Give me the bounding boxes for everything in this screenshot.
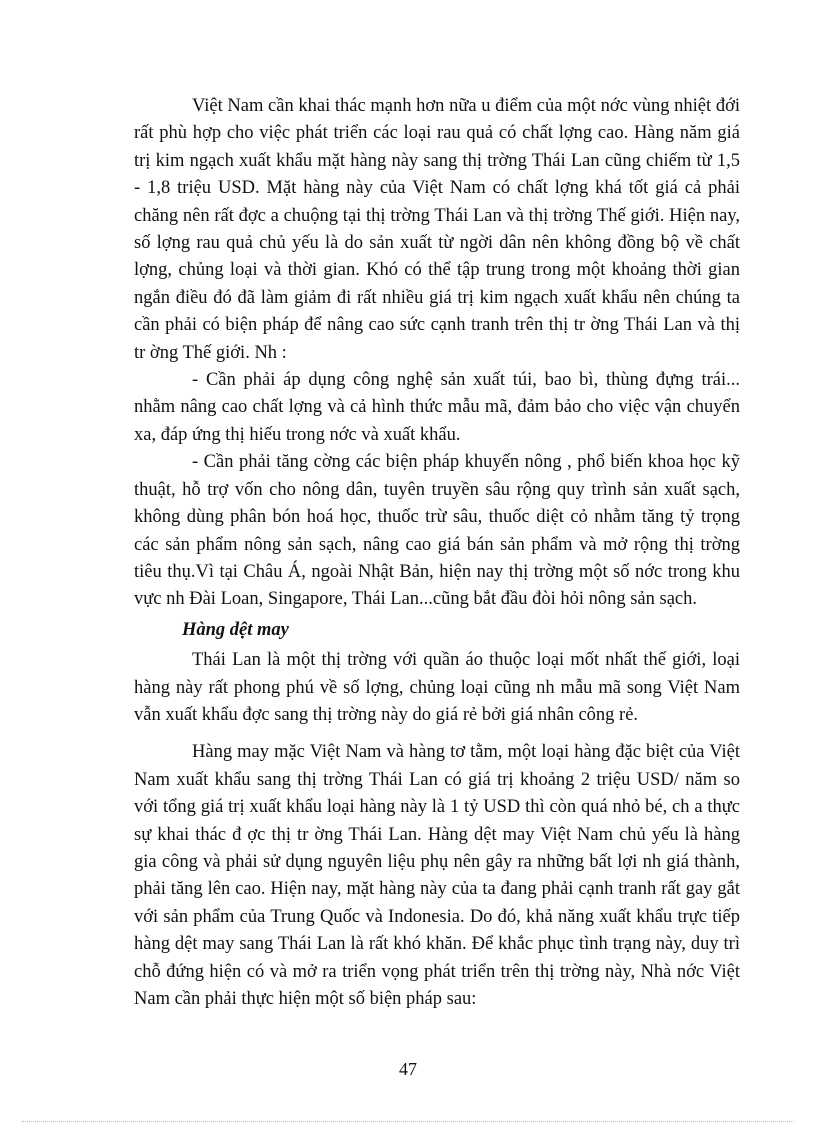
- paragraph-agricultural-extension-measure: - Cần phải tăng cờng các biện pháp khuyến nông , phổ biến khoa học kỹ thuật, hỗ trợ vốn cho nông dân, tuyên truyền sâu rộng quy trình sản xuất sạch, không dùng phân bón hoá học, thuốc trừ sâu, thuốc diệt cỏ nhằm tăng tỷ trọng các sản phẩm nông sản sạch, nâng cao giá bán sản phẩm và mở rộng thị trờng tiêu thụ.Vì tại Châu Á, ngoài Nhật Bản, hiện nay thị trờng một số nớc trong khu vực nh Đài Loan, Singapore, Thái Lan...cũng bắt đầu đòi hỏi nông sản sạch.: [134, 452, 740, 610]
- section-heading-textiles: Hàng dệt may: [182, 619, 289, 640]
- paragraph-vegetables-fruits: Việt Nam cần khai thác mạnh hơn nữa u điểm của một nớc vùng nhiệt đới rất phù hợp cho việc phát triển các loại rau quả có chất lợng cao. Hàng năm giá trị kim ngạch xuất khẩu mặt hàng này sang thị trờng Thái Lan cũng chiếm từ 1,5 - 1,8 triệu USD. Mặt hàng này của Việt Nam có chất lợng khá tốt giá cả phải chăng nên rất đợc a chuộng tại thị trờng Thái Lan và thị trờng Thế giới. Hiện nay, số lợng rau quả chủ yếu là do sản xuất từ ngời dân nên không đồng bộ về chất lợng, chủng loại và thời gian. Khó có thể tập trung trong một khoảng thời gian ngắn điều đó đã làm giảm đi rất nhiều giá trị kim ngạch xuất khẩu nên chúng ta cần phải có biện pháp để nâng cao sức cạnh tranh trên thị tr ờng Thái Lan và thị tr ờng Thế giới. Nh :: [134, 96, 740, 363]
- document-body: [134, 93, 740, 1013]
- page-number: 47: [399, 1059, 417, 1079]
- paragraph-garment-silk-exports: Hàng may mặc Việt Nam và hàng tơ tằm, một loại hàng đặc biệt của Việt Nam xuất khẩu sang thị trờng Thái Lan có giá trị khoảng 2 triệu USD/ năm so với tổng giá trị xuất khẩu loại hàng này là 1 tỷ USD thì còn quá nhỏ bé, ch a thực sự khai thác đ ợc thị tr ờng Thái Lan. Hàng dệt may Việt Nam chủ yếu là hàng gia công và phải sử dụng nguyên liệu phụ nên gây ra những bất lợi nh giá thành, phải tăng lên cao. Hiện nay, mặt hàng này của ta đang phải cạnh tranh rất gay gắt với sản phẩm của Trung Quốc và Indonesia. Do đó, khả năng xuất khẩu trực tiếp hàng dệt may sang Thái Lan là rất khó khăn. Để khắc phục tình trạng này, duy trì chỗ đứng hiện có và mở ra triển vọng phát triển trên thị trờng này, Nhà nớc Việt Nam cần phải thực hiện một số biện pháp sau:: [134, 742, 740, 1009]
- paragraph-thai-clothing-market: Thái Lan là một thị trờng với quần áo thuộc loại mốt nhất thế giới, loại hàng này rất phong phú về số lợng, chủng loại cũng nh mẫu mã song Việt Nam vẫn xuất khẩu đợc sang thị trờng này do giá rẻ bởi giá nhân công rẻ.: [134, 650, 740, 725]
- page-bottom-divider: [22, 1121, 794, 1122]
- paragraph-packaging-measure: - Cần phải áp dụng công nghệ sản xuất túi, bao bì, thùng đựng trái... nhằm nâng cao chất lợng và cả hình thức mẫu mã, đảm bảo cho việc vận chuyển xa, đáp ứng thị hiếu trong nớc và xuất khẩu.: [134, 370, 740, 445]
